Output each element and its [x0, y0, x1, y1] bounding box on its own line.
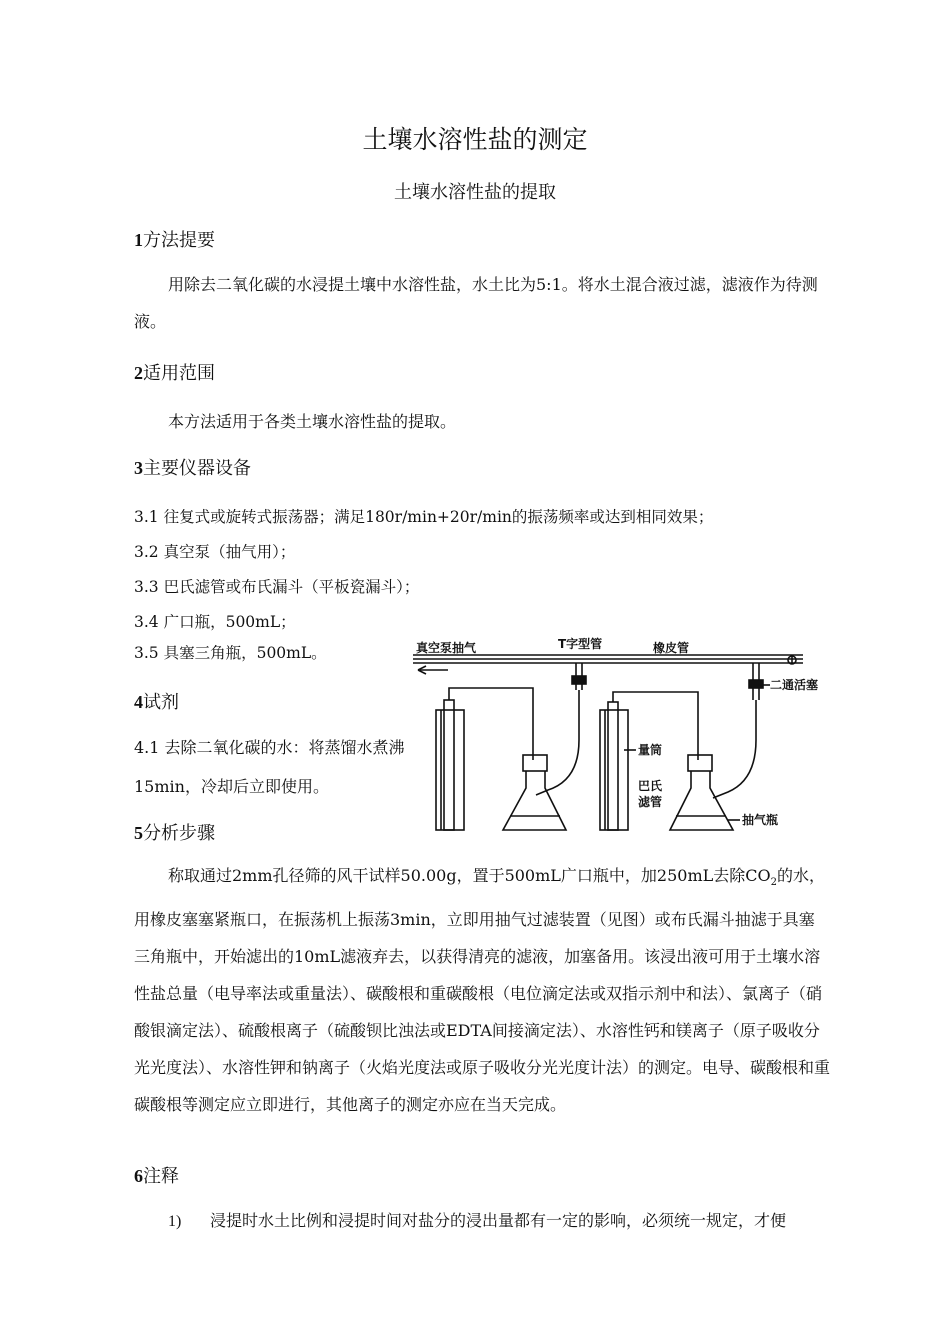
- section-1-text: 用除去二氧化碳的水浸提土壤中水溶性盐，水土比为5:1。将水土混合液过滤，滤液作为待测液。: [134, 275, 818, 331]
- section-title: 分析步骤: [143, 823, 215, 844]
- section-number: 1: [134, 230, 143, 250]
- label-vacuum: 真空泵抽气: [416, 641, 477, 655]
- section-heading-2: [134, 359, 215, 385]
- section-title: 注释: [143, 1166, 179, 1187]
- section-heading-5: [134, 819, 215, 845]
- page-title: 土壤水溶性盐的测定: [362, 125, 588, 154]
- section-title: 方法提要: [143, 230, 215, 251]
- note-number: 1): [168, 1213, 182, 1230]
- equipment-item: 3.1 往复式或旋转式振荡器；满足180r/min+20r/min的振荡频率或达到相同效果；: [134, 508, 714, 526]
- section-title: 主要仪器设备: [143, 458, 251, 479]
- section-heading-1: [134, 226, 215, 252]
- equipment-item: 3.3 巴氏滤管或布氏漏斗（平板瓷漏斗）；: [134, 578, 420, 596]
- equipment-item: 3.5 具塞三角瓶，500mL。: [134, 644, 327, 662]
- label-stopcock: 二通活塞: [770, 678, 819, 692]
- note-text: 浸提时水土比例和浸提时间对盐分的浸出量都有一定的影响，必须统一规定，才便: [210, 1211, 787, 1230]
- section-number: 6: [134, 1166, 143, 1186]
- vacuum-filtration-diagram: [408, 630, 828, 840]
- section-5-text: [134, 857, 830, 1123]
- label-cylinder: 量筒: [638, 743, 663, 757]
- equipment-item: 3.2 真空泵（抽气用）；: [134, 543, 296, 561]
- section-title: 适用范围: [143, 363, 215, 384]
- section-number: 3: [134, 458, 143, 478]
- label-t-tube: T字型管: [558, 637, 603, 651]
- label-filter-a: 巴氏: [638, 779, 663, 793]
- section-5-text-a: 称取通过2mm孔径筛的风干试样50.00g，置于500mL广口瓶中，加250mL去除CO: [168, 866, 771, 885]
- co2-subscript: 2: [770, 877, 777, 889]
- section-5-text-b: 的水，用橡皮塞塞紧瓶口，在振荡机上振荡3min，立即用抽气过滤装置（见图）或布氏漏斗抽滤于具塞三角瓶中，开始滤出的10mL滤液弃去，以获得清亮的滤液，加塞备用。该浸出液可用于土壤水溶性盐总量（电导率法或重量法）、碳酸根和重碳酸根（电位滴定法或双指示剂中和法）、氯离子（硝酸银滴定法）、硫酸根离子（硫酸钡比浊法或EDTA间接滴定法）、水溶性钙和镁离子（原子吸收分光光度法）、水溶性钾和钠离子（火焰光度法或原子吸收分光光度计法）的测定。电导、碳酸根和重碳酸根等测定应立即进行，其他离子的测定亦应在当天完成。: [134, 866, 831, 1115]
- section-number: 2: [134, 363, 143, 383]
- note-item: [168, 1208, 786, 1231]
- section-heading-3: [134, 454, 251, 480]
- equipment-item: 3.4 广口瓶，500mL；: [134, 613, 296, 631]
- section-number: 5: [134, 823, 143, 843]
- page-subtitle: 土壤水溶性盐的提取: [394, 182, 556, 203]
- section-4-text: 4.1 去除二氧化碳的水：将蒸馏水煮沸15min，冷却后立即使用。: [134, 738, 405, 796]
- section-2-text: 本方法适用于各类土壤水溶性盐的提取。: [168, 412, 457, 431]
- section-number: 4: [134, 692, 143, 712]
- section-heading-6: [134, 1162, 179, 1188]
- section-heading-4: [134, 688, 179, 714]
- label-filter-b: 滤管: [638, 795, 663, 809]
- section-title: 试剂: [143, 692, 179, 713]
- label-rubber-tube: 橡皮管: [653, 641, 690, 655]
- label-suction-flask: 抽气瓶: [742, 813, 779, 827]
